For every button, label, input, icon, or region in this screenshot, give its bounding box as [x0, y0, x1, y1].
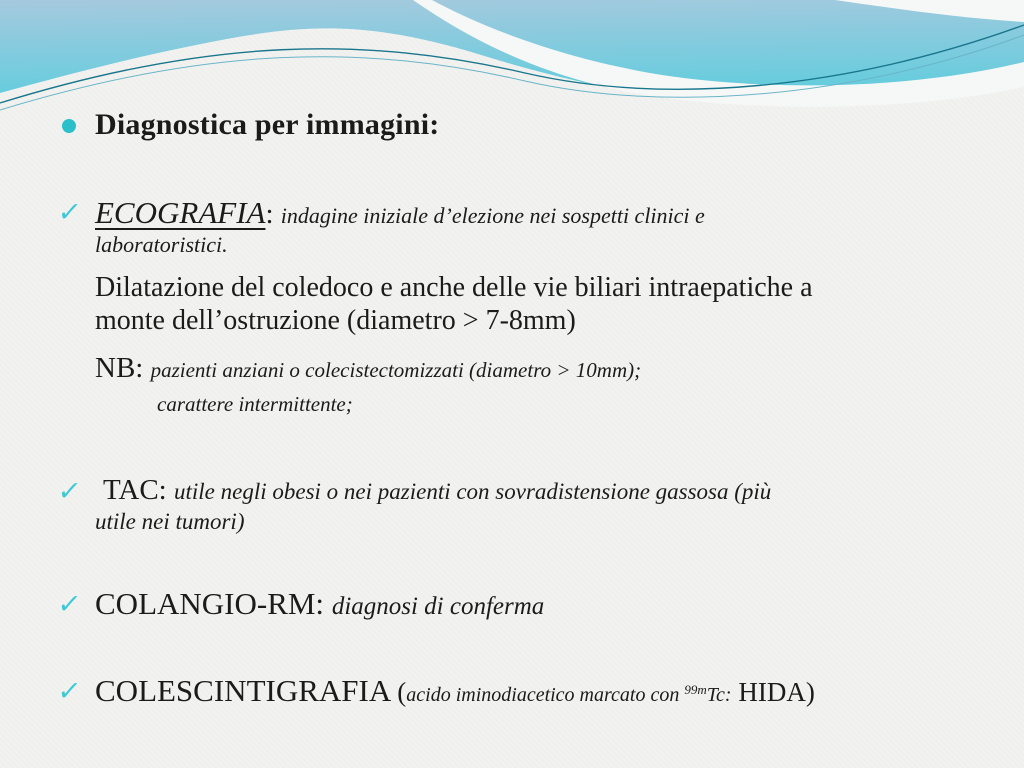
term-tac: TAC: — [103, 474, 174, 506]
check-icon: ✓ — [55, 476, 83, 507]
colesc-desc: acido iminodiacetico marcato con — [406, 684, 685, 706]
term-colangio-rm: COLANGIO-RM: — [95, 586, 332, 621]
dilatazione-line1: Dilatazione del coledoco e anche delle vie biliari intraepatiche a — [95, 272, 813, 303]
check-icon: ✓ — [55, 676, 83, 707]
ecografia-desc-line2: laboratoristici. — [95, 232, 228, 258]
check-icon: ✓ — [55, 197, 83, 228]
bullet-dot-icon — [62, 119, 76, 133]
tac-desc-line2: utile nei tumori) — [95, 509, 245, 535]
bullet-item-tac — [55, 472, 772, 537]
slide-title-text: Diagnostica per immagini: — [95, 108, 440, 141]
nb-text: pazienti anziani o colecistectomizzati (diametro > 10mm); — [150, 358, 642, 382]
dilatazione-line2: monte dell’ostruzione (diametro > 7-8mm) — [95, 304, 576, 336]
ecografia-desc-line1: indagine iniziale d’elezione nei sospetti clinici e — [280, 203, 705, 228]
bullet-item-colescintigrafia — [55, 673, 815, 709]
check-icon: ✓ — [55, 589, 83, 620]
bullet-item-ecografia — [55, 194, 705, 259]
isotope-mass-superscript: 99m — [684, 682, 707, 697]
nb-sub-text: carattere intermittente; — [157, 392, 353, 416]
bullet-item-colangio-rm — [55, 586, 545, 622]
nb-label: NB: — [95, 352, 151, 384]
term-ecografia: ECOGRAFIA — [95, 195, 266, 230]
paragraph-dilatazione — [95, 272, 813, 338]
slide-title — [95, 108, 439, 142]
paragraph-nb-sub — [157, 392, 353, 417]
colangio-desc: diagnosi di conferma — [331, 593, 545, 620]
paragraph-nb — [95, 352, 641, 385]
colesc-tail: HIDA) — [731, 677, 815, 707]
paren-open: ( — [397, 677, 407, 707]
term-colescintigrafia: COLESCINTIGRAFIA — [95, 673, 398, 708]
term-colon: : — [265, 198, 281, 230]
tac-desc-line1: utile negli obesi o nei pazienti con sovradistensione gassosa (più — [174, 479, 772, 504]
isotope-symbol: Tc: — [706, 684, 732, 706]
